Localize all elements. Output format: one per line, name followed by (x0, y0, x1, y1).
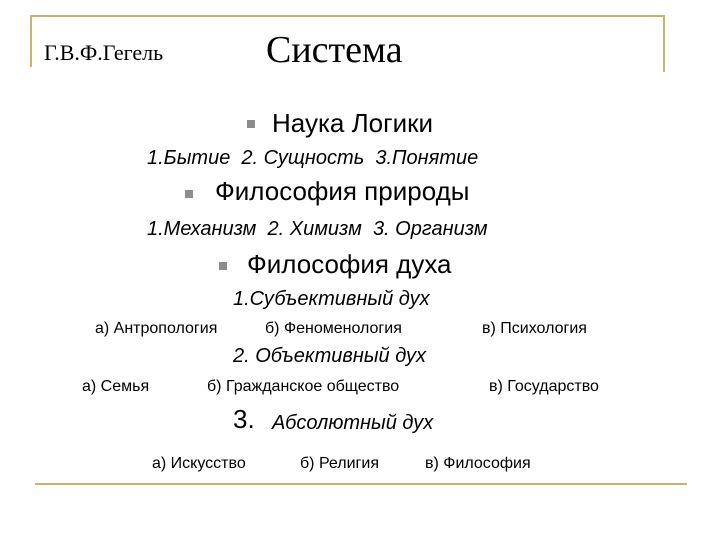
absolute-spirit-number: 3. (233, 404, 255, 434)
subjective-item: в) Психология (482, 320, 587, 337)
absolute-item: в) Философия (425, 455, 531, 472)
right-rule (663, 15, 665, 72)
slide-title: Система (266, 29, 403, 71)
objective-item: в) Государство (489, 378, 599, 395)
absolute-spirit-label: Абсолютный дух (272, 412, 434, 434)
author-name: Г.В.Ф.Гегель (44, 40, 164, 65)
objective-item: а) Семья (82, 378, 150, 395)
subjective-item: б) Феноменология (265, 320, 402, 337)
subjective-item: а) Антропология (95, 320, 218, 337)
objective-item: б) Гражданское общество (207, 378, 400, 395)
bullet-icon (247, 120, 255, 128)
subjective-spirit-label: 1.Субъективный дух (233, 288, 430, 310)
top-rule (30, 15, 665, 17)
section-heading-nature: Философия природы (215, 176, 470, 206)
section-line-logic: 1.Бытие 2. Сущность 3.Понятие (147, 147, 479, 169)
left-rule (30, 15, 32, 67)
section-line-nature: 1.Механизм 2. Химизм 3. Организм (147, 218, 488, 240)
section-heading-logic: Наука Логики (272, 108, 434, 138)
bullet-icon (219, 262, 227, 270)
absolute-item: б) Религия (300, 455, 379, 472)
objective-spirit-label: 2. Объективный дух (233, 345, 427, 367)
bullet-icon (185, 190, 193, 198)
bottom-rule (35, 483, 687, 485)
section-heading-spirit: Философия духа (247, 249, 452, 279)
absolute-item: а) Искусство (152, 455, 246, 472)
